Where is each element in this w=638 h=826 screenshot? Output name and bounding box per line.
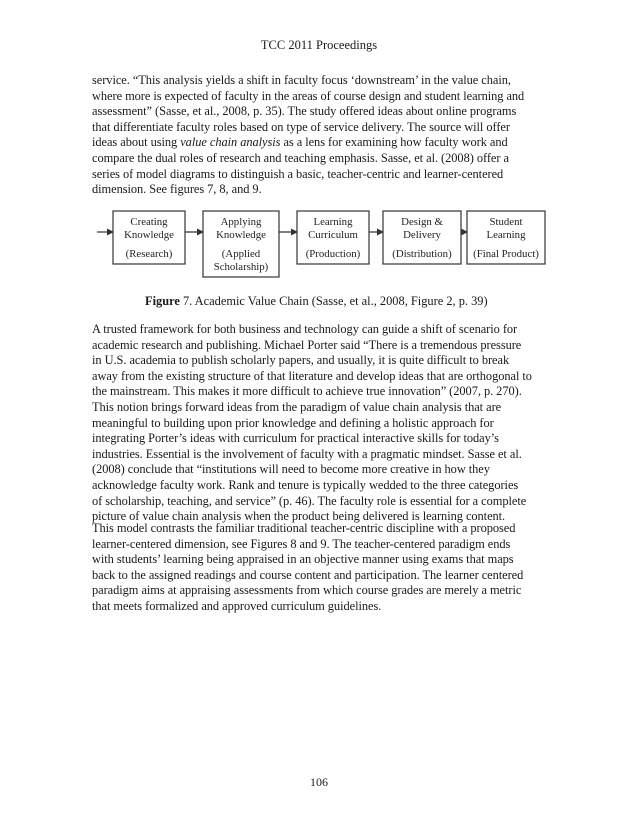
node-line: Student: [489, 216, 523, 228]
node-line: (Distribution): [392, 248, 452, 260]
text-line: paradigm aims at appraising assessments from which course grades are merely a metric: [92, 583, 522, 598]
text-line: This notion brings forward ideas from the paradigm of value chain analysis that are: [92, 399, 502, 414]
text-line: acknowledge faculty work. Rank and tenure is typically wedded to the three categories: [92, 477, 519, 492]
value-chain-diagram: [0, 208, 638, 280]
text-line: the mainstream. This makes it more difficult to achieve true innovation” (2007, p. 270).: [92, 384, 522, 399]
text-line: integrating Porter’s ideas with curriculum for practical interactive skills for today’s: [92, 431, 499, 446]
text-line: series of model diagrams to distinguish a basic, teacher-centric and learner-centered: [92, 166, 504, 181]
figure-caption: [145, 293, 565, 309]
node-line: Knowledge: [124, 229, 174, 241]
text-line: away from the existing structure of that literature and develop ideas that are orthogonal to: [92, 368, 532, 383]
running-header: TCC 2011 Proceedings: [260, 38, 378, 52]
text-fragment: as a lens for examining how faculty work and: [280, 135, 508, 150]
node-line: Creating: [130, 216, 168, 228]
text-line: back to the assigned readings and course content and participation. The learner centered: [92, 567, 524, 582]
text-line: (2008) conclude that “institutions will need to become more creative in how they: [92, 462, 490, 477]
node-line: Delivery: [403, 229, 441, 241]
text-fragment: ideas about using: [92, 135, 181, 150]
text-line: assessment” (Sasse, et al., 2008, p. 35). The study offered ideas about online programs: [92, 104, 517, 119]
text-line: dimension. See figures 7, 8, and 9.: [92, 182, 262, 197]
text-line: [92, 135, 552, 151]
node-line: (Research): [125, 248, 173, 260]
text-line: picture of value chain analysis when the product being delivered is learning content.: [92, 509, 506, 524]
node-line: Knowledge: [216, 229, 266, 241]
text-line: of scholarship, teaching, and service” (p. 46). The faculty role is essential for a complete: [92, 493, 527, 508]
text-line: meaningful to building upon prior knowledge and defining a holistic approach for: [92, 415, 494, 430]
text-line: that meets formalized and approved curriculum guidelines.: [92, 598, 382, 613]
text-line: A trusted framework for both business and technology can guide a shift of scenario for: [92, 322, 518, 336]
node-line: Applying: [220, 216, 262, 228]
node-line: Curriculum: [308, 229, 358, 241]
text-line: industries. Essential is the involvement of faculty with a pragmatic mindset. Sasse et al.: [92, 446, 522, 461]
chain-node-learning-curriculum: [297, 211, 369, 264]
text-line: academic research and publishing. Michael Porter said “There is a tremendous pressure: [92, 337, 522, 352]
text-line: with students’ learning being appraised in an objective manner using exams that maps: [92, 552, 514, 567]
page-number: 106: [310, 775, 328, 789]
chain-node-applying-knowledge: [203, 211, 279, 277]
text-line: where more is expected of faculty in the areas of course design and student learning and: [92, 88, 525, 103]
node-line: Learning: [313, 216, 353, 228]
body-paragraph-3: [92, 521, 552, 615]
italic-term: value chain analysis: [180, 135, 281, 150]
body-paragraph-1: [92, 73, 552, 198]
figure-label: Figure: [145, 294, 180, 308]
text-line: compare the dual roles of research and teaching emphasis. Sasse, et al. (2008) offer a: [92, 150, 509, 165]
text-line: that differentiate faculty roles based on type of service delivery. The source will offer: [92, 119, 510, 134]
chain-node-creating-knowledge: [113, 211, 185, 264]
figure-caption-text: 7. Academic Value Chain (Sasse, et al., 2008, Figure 2, p. 39): [179, 294, 488, 308]
body-paragraph-2: [92, 322, 552, 525]
node-line: Design &: [401, 216, 443, 228]
node-line: (Production): [305, 248, 361, 260]
node-line: Learning: [486, 229, 526, 241]
node-line: (Final Product): [473, 248, 539, 260]
chain-node-design-delivery: [383, 211, 461, 264]
chain-node-student-learning: [467, 211, 545, 264]
text-line: service. “This analysis yields a shift in faculty focus ‘downstream’ in the value chain,: [92, 73, 511, 87]
node-line: (Applied: [221, 248, 261, 260]
node-line: Scholarship): [213, 261, 269, 273]
text-line: This model contrasts the familiar traditional teacher-centric discipline with a proposed: [92, 521, 516, 535]
text-line: in U.S. academia to publish scholarly papers, and usually, it is quite difficult to break: [92, 353, 510, 368]
text-line: learner-centered dimension, see Figures 8 and 9. The teacher-centered paradigm ends: [92, 536, 511, 551]
